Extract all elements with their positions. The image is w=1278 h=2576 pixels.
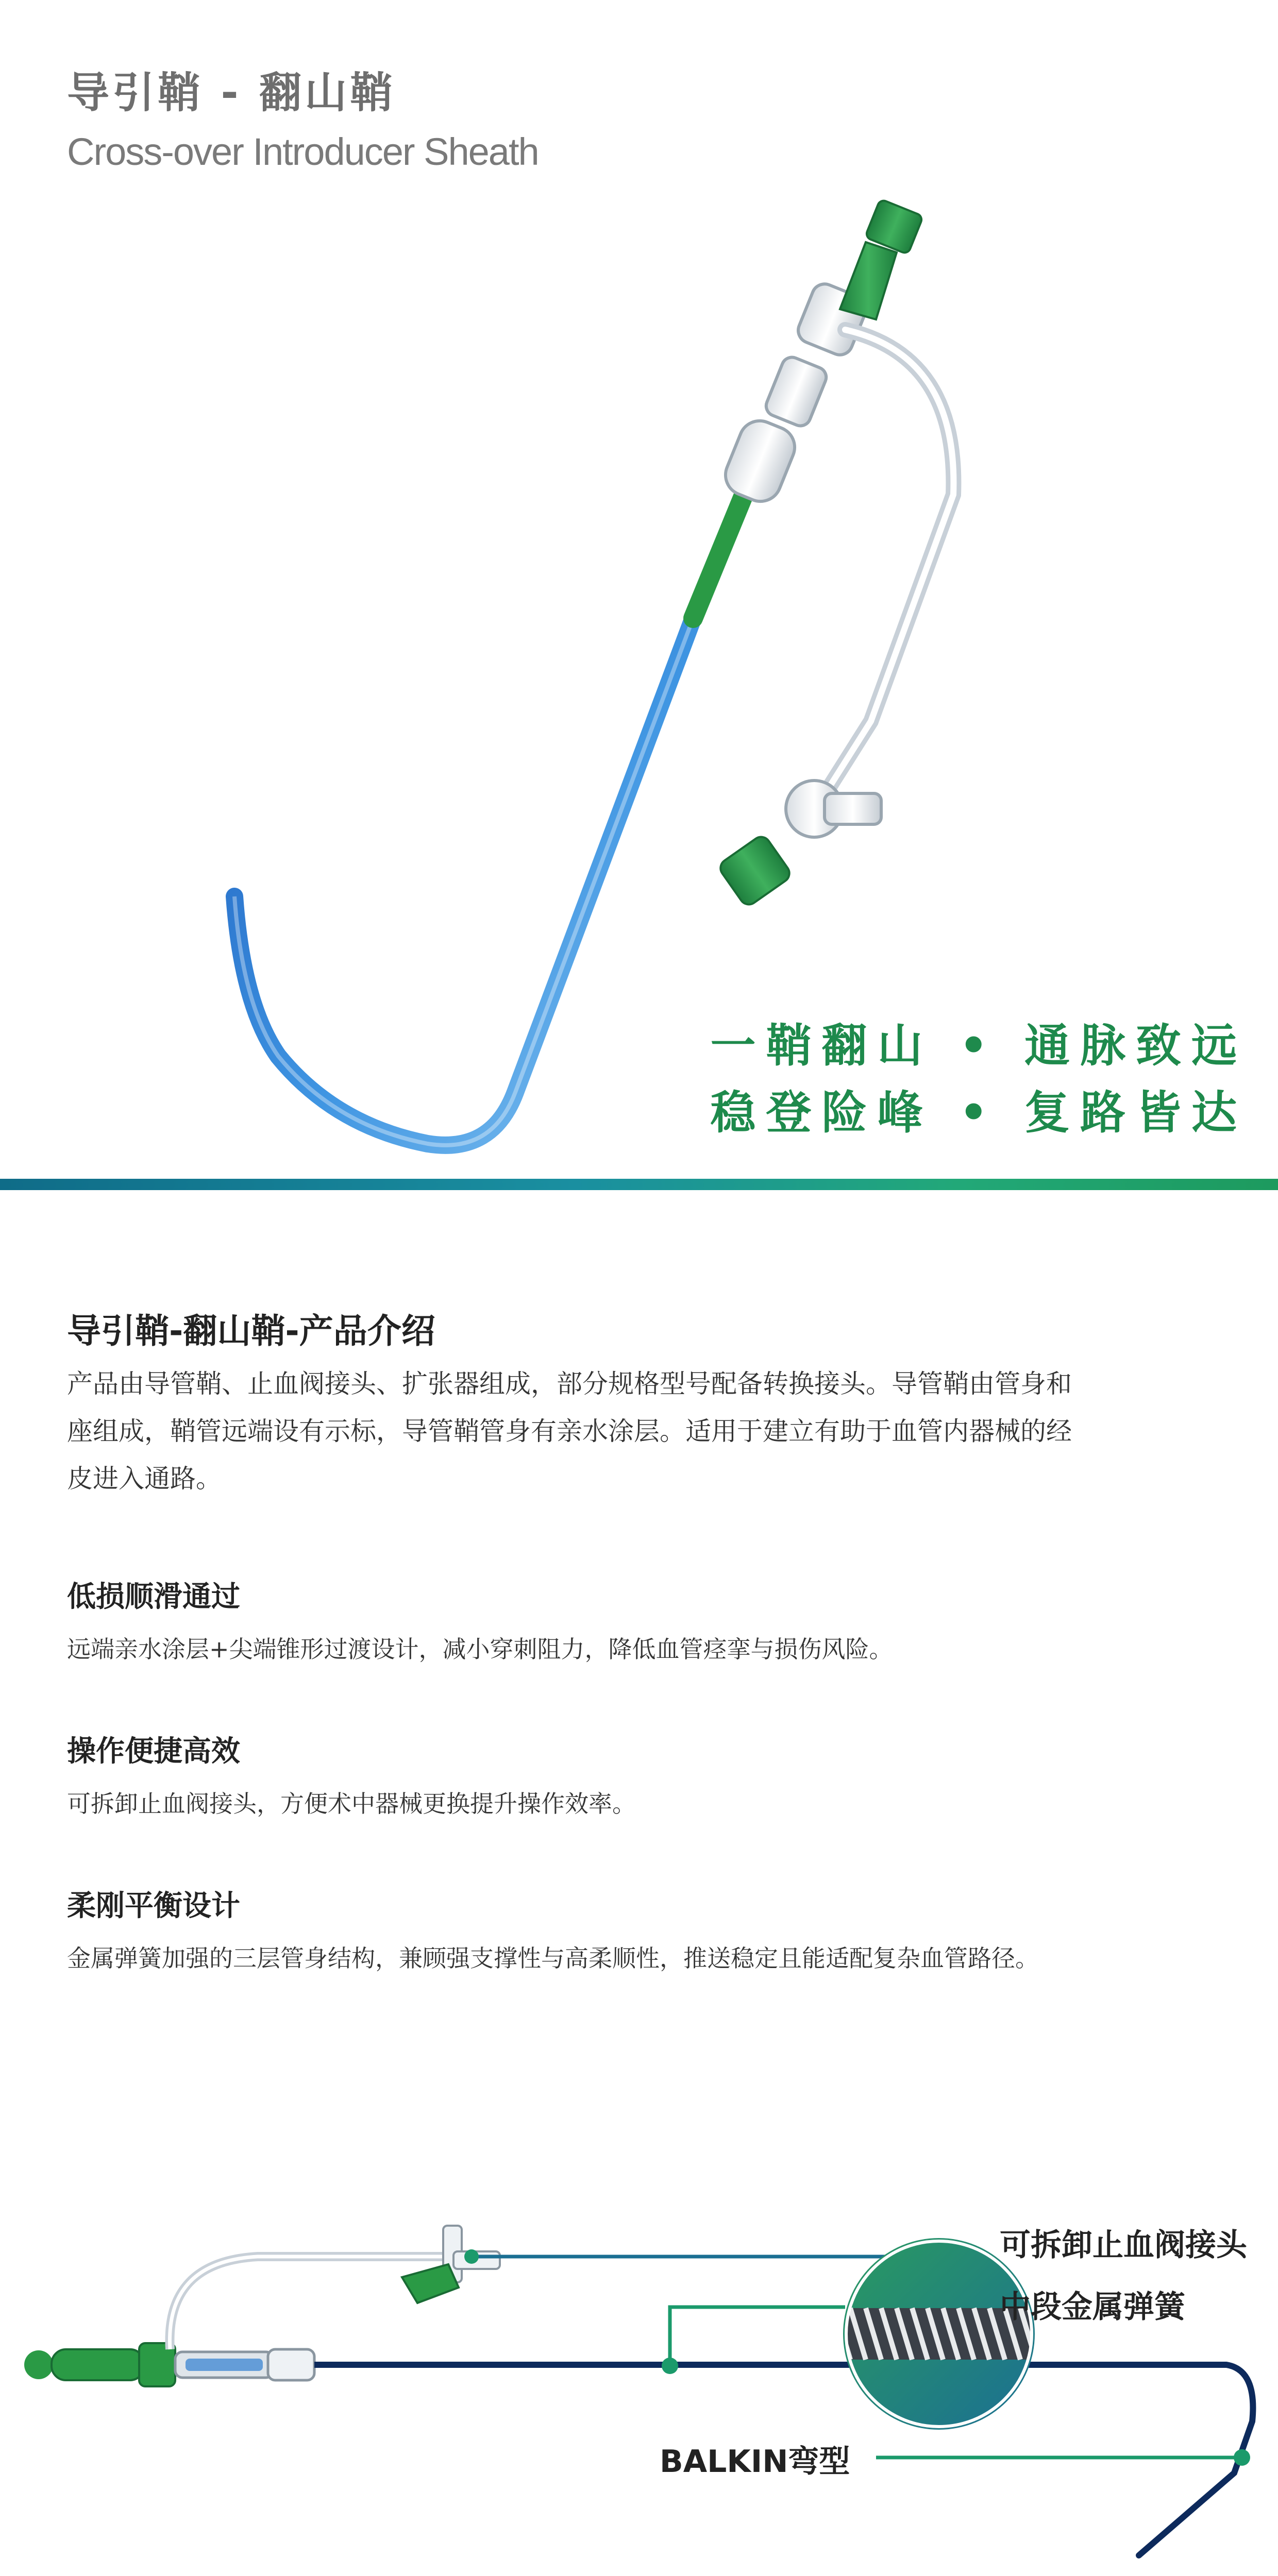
callout-balkin-label: BALKIN弯型 [660, 2444, 850, 2480]
feature-title: 操作便捷高效 [67, 1735, 240, 1768]
page-title: 导引鞘 - 翻山鞘 [67, 69, 396, 117]
intro-heading: 导引鞘-翻山鞘-产品介绍 [67, 1311, 435, 1351]
feature-description: 金属弹簧加强的三层管身结构，兼顾强支撑性与高柔顺性，推送稳定且能适配复杂血管路径。 [67, 1944, 1039, 1972]
header-divider [0, 1179, 1278, 1190]
valve-hub [719, 280, 870, 507]
feature-title: 低损顺滑通过 [67, 1580, 240, 1614]
feature-title: 柔刚平衡设计 [67, 1889, 240, 1923]
structure-diagram [0, 2138, 1278, 2576]
slogan-line-2: 稳登险峰 • 复路皆达 [710, 1086, 1247, 1139]
intro-line: 产品由导管鞘、止血阀接头、扩张器组成，部分规格型号配备转换接头。导管鞘由管身和 [67, 1369, 1072, 1399]
intro-paragraph [67, 1360, 1221, 1502]
sheath-body [234, 598, 701, 1145]
callout-spring-label: 中段金属弹簧 [1000, 2289, 1185, 2325]
green-cap-top [840, 199, 923, 319]
stopcock [717, 781, 881, 908]
page-subtitle: Cross-over Introducer Sheath [67, 130, 539, 173]
slogan-line-1: 一鞘翻山 • 通脉致远 [710, 1019, 1247, 1072]
callout-valve-label: 可拆卸止血阀接头 [1000, 2227, 1247, 2263]
feature-description: 可拆卸止血阀接头，方便术中器械更换提升操作效率。 [67, 1790, 636, 1818]
side-tube [809, 330, 953, 819]
handle [24, 2343, 175, 2386]
intro-line: 皮进入通路。 [67, 1464, 222, 1494]
intro-line: 座组成，鞘管远端设有示标，导管鞘管身有亲水涂层。适用于建立有助于血管内器械的经 [67, 1416, 1072, 1446]
detachable-valve [402, 2226, 500, 2303]
spring-magnifier [825, 2238, 1062, 2430]
feature-description: 远端亲水涂层+尖端锥形过渡设计，减小穿刺阻力，降低血管痉挛与损伤风险。 [67, 1635, 893, 1663]
